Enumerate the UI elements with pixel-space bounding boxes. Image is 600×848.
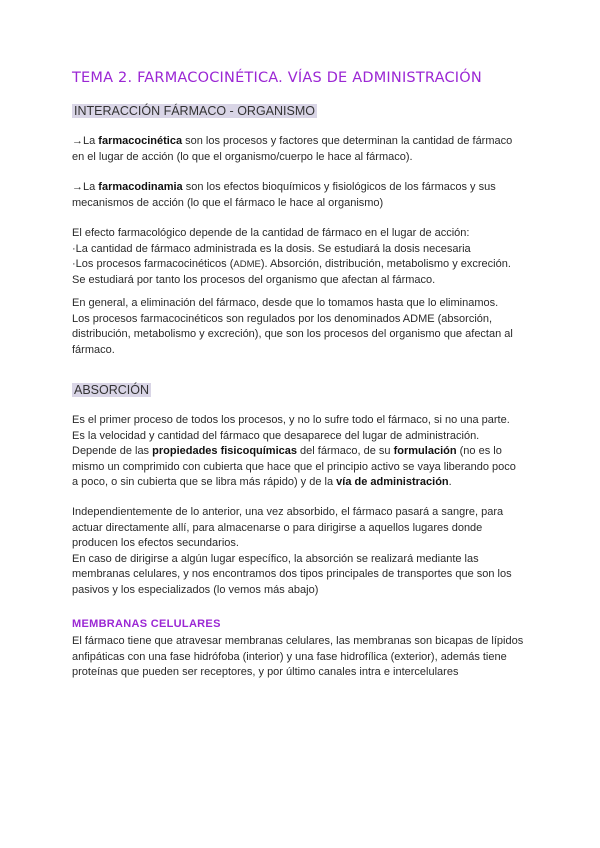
paragraph-line: El efecto farmacológico depende de la cantidad de fármaco en el lugar de acción:	[72, 227, 470, 239]
paragraph-line: Es la velocidad y cantidad del fármaco que desaparece del lugar de administración.	[72, 429, 480, 442]
paragraph-efecto-farmacologico	[72, 226, 532, 288]
paragraph-line: mecanismos de acción (lo que el fármaco le hace al organismo)	[72, 196, 384, 209]
subheading-membranas-celulares: MEMBRANAS CELULARES	[72, 618, 221, 630]
paragraph-line: pasivos y los especializados (lo vemos más abajo)	[72, 583, 319, 596]
term-farmacocinetica: farmacocinética	[98, 135, 183, 147]
paragraph-line: fármaco.	[72, 343, 115, 356]
paragraph-absorcion-destino	[72, 505, 532, 599]
term-farmacodinamia: farmacodinamia	[98, 181, 183, 193]
paragraph-line: En general, a eliminación del fármaco, desde que lo tomamos hasta que lo eliminamos.	[72, 297, 499, 309]
paragraph-line: →La farmacodinamia son los efectos bioquímicos y fisiológicos de los fármacos y sus	[72, 181, 496, 193]
adme-acronym: ADME	[233, 259, 261, 271]
paragraph-line: El fármaco tiene que atravesar membranas celulares, las membranas son bicapas de lípidos	[72, 635, 524, 647]
section-heading-absorcion	[72, 383, 151, 397]
paragraph-line: Depende de las propiedades fisicoquímicas del fármaco, de su formulación (no es lo	[72, 445, 502, 458]
term-propiedades-fisicoquimicas: propiedades fisicoquímicas	[152, 445, 297, 458]
paragraph-line: distribución, metabolismo y excreción), que son los procesos del organismo que afectan al	[72, 328, 513, 341]
paragraph-line: ·La cantidad de fármaco administrada es la dosis. Se estudiará la dosis necesaria	[72, 242, 471, 255]
term-via-de-administracion: vía de administración	[336, 476, 449, 489]
paragraph-line: producen los efectos secundarios.	[72, 537, 239, 550]
section-heading-interaccion	[72, 104, 317, 118]
paragraph-line: Los procesos farmacocinéticos son regulados por los denominados ADME (absorción,	[72, 312, 493, 325]
paragraph-line: membranas celulares, y nos encontramos dos tipos principales de transportes que son los	[72, 568, 512, 581]
paragraph-farmacocinetica	[72, 134, 532, 165]
paragraph-line: anfipáticas con una fase hidrófoba (interior) y una fase hidrofílica (exterior), además tiene	[72, 650, 507, 663]
paragraph-farmacodinamia	[72, 180, 532, 211]
arrow-glyph: →	[72, 181, 83, 193]
section-heading-text: INTERACCIÓN FÁRMACO - ORGANISMO	[74, 104, 315, 118]
paragraph-absorcion-intro	[72, 413, 532, 491]
section-heading-text: ABSORCIÓN	[74, 383, 150, 397]
paragraph-eliminacion	[72, 296, 532, 358]
paragraph-line: mismo un comprimido con cubierta que hace que el principio activo se vaya liberando poco	[72, 460, 516, 473]
paragraph-line: Independientemente de lo anterior, una vez absorbido, el fármaco pasará a sangre, para	[72, 506, 504, 518]
paragraph-line: ·Los procesos farmacocinéticos (ADME). Absorción, distribución, metabolismo y excreción.	[72, 258, 511, 271]
paragraph-membranas	[72, 634, 532, 681]
paragraph-line: actuar directamente allí, para almacenarse o para dirigirse a aquellos lugares donde	[72, 521, 483, 534]
term-formulacion: formulación	[393, 445, 457, 458]
paragraph-line: →La farmacocinética son los procesos y factores que determinan la cantidad de fármaco	[72, 135, 513, 147]
arrow-glyph: →	[72, 135, 83, 147]
paragraph-line: En caso de dirigirse a algún lugar específico, la absorción se realizará mediante las	[72, 552, 479, 565]
document-title: TEMA 2. FARMACOCINÉTICA. VÍAS DE ADMINISTRACIÓN	[72, 70, 482, 86]
paragraph-line: Es el primer proceso de todos los procesos, y no lo sufre todo el fármaco, si no una parte.	[72, 414, 510, 426]
paragraph-line: en el lugar de acción (lo que el organismo/cuerpo le hace al fármaco).	[72, 150, 413, 163]
paragraph-line: proteínas que pueden ser receptores, y por último canales intra e intercelulares	[72, 666, 459, 679]
paragraph-line: a poco, o sin cubierta que se libra más rápido) y de la vía de administración.	[72, 476, 452, 489]
paragraph-line: Se estudiará por tanto los procesos del organismo que afectan al fármaco.	[72, 273, 436, 286]
